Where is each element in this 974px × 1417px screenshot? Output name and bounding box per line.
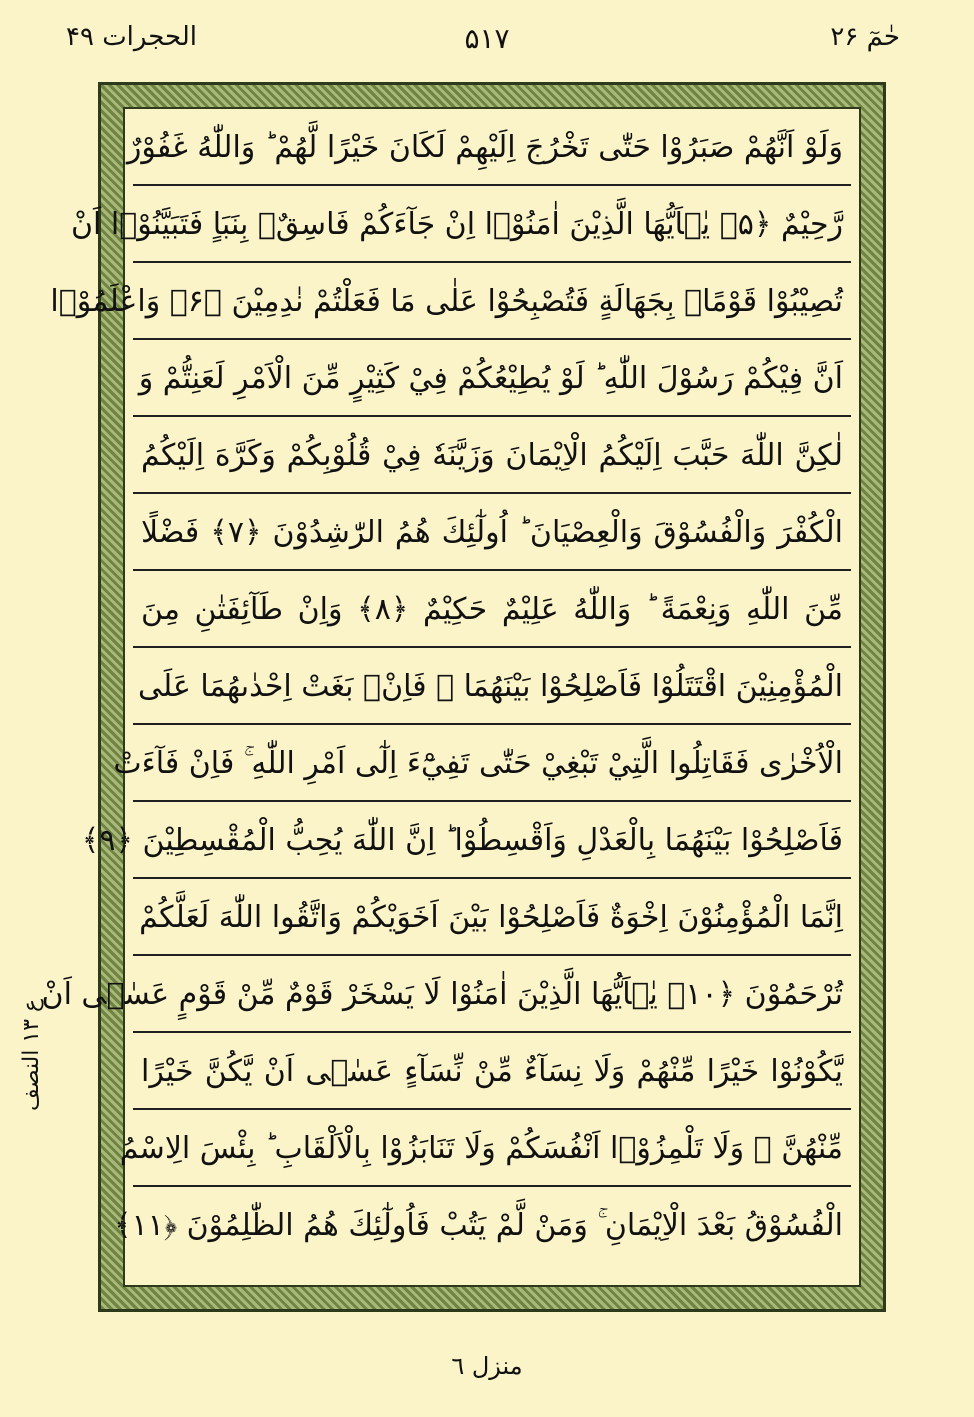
juz-label: حٰمٓ ۲۶ <box>830 22 900 52</box>
ornamental-border <box>41 82 886 1312</box>
text-line: اَنَّ فِيْكُمْ رَسُوْلَ اللّٰهِ ؕ لَوْ يُطِيْعُكُمْ فِيْ كَثِيْرٍ مِّنَ الْاَمْرِ لَعَنِتُّمْ وَ <box>133 340 851 417</box>
text-line: مِّنْهُنَّ ۚ وَلَا تَلْمِزُوْۤا اَنْفُسَكُمْ وَلَا تَنَابَزُوْا بِالْاَلْقَابِ ؕ بِئْسَ الِاسْمُ <box>133 1110 851 1187</box>
text-line: فَاَصْلِحُوْا بَيْنَهُمَا بِالْعَدْلِ وَاَقْسِطُوْا ؕ اِنَّ اللّٰهَ يُحِبُّ الْمُقْسِطِيْنَ ﴿۹﴾ <box>133 802 851 879</box>
text-line: اِنَّمَا الْمُؤْمِنُوْنَ اِخْوَةٌ فَاَصْلِحُوْا بَيْنَ اَخَوَيْكُمْ وَاتَّقُوا اللّٰهَ لَعَلَّكُمْ <box>133 879 851 956</box>
text-line: مِّنَ اللّٰهِ وَنِعْمَةً ؕ وَاللّٰهُ عَلِيْمٌ حَكِيْمٌ ﴿۸﴾ وَاِنْ طَآئِفَتٰنِ مِنَ <box>133 571 851 648</box>
text-area <box>41 107 861 1287</box>
text-line: تُصِيْبُوْا قَوْمًاۢ بِجَهَالَةٍ فَتُصْبِحُوْا عَلٰى مَا فَعَلْتُمْ نٰدِمِيْنَ ﴿۶﴾ وَاعْلَمُوْۤا <box>133 263 851 340</box>
text-line: رَّحِيْمٌ ﴿۵﴾ يٰۤاَيُّهَا الَّذِيْنَ اٰمَنُوْۤا اِنْ جَآءَكُمْ فَاسِقٌۢ بِنَبَاٍ فَتَبَيَّنُوْۤا اَنْ <box>133 186 851 263</box>
text-line: الْفُسُوْقُ بَعْدَ الْاِيْمَانِ ۚ وَمَنْ لَّمْ يَتُبْ فَاُولٰٓئِكَ هُمُ الظّٰلِمُوْنَ ﴿۱۱﴾ <box>114 1208 843 1243</box>
ruku-margin-note: ع ۱۳ النصف <box>19 998 44 1112</box>
text-line: تُرْحَمُوْنَ ﴿۱۰﴾ يٰۤاَيُّهَا الَّذِيْنَ اٰمَنُوْا لَا يَسْخَرْ قَوْمٌ مِّنْ قَوْمٍ عَسٰۤى اَنْ <box>133 956 851 1033</box>
text-line: الْمُؤْمِنِيْنَ اقْتَتَلُوْا فَاَصْلِحُوْا بَيْنَهُمَا ۚ فَاِنْۢ بَغَتْ اِحْدٰىهُمَا عَلَى <box>133 648 851 725</box>
text-line: الْاُخْرٰى فَقَاتِلُوا الَّتِيْ تَبْغِيْ حَتّٰى تَفِيْٓءَ اِلٰٓى اَمْرِ اللّٰهِ ۚ فَاِنْ فَآءَتْ <box>133 725 851 802</box>
page-number: ۵۱۷ <box>464 22 510 55</box>
text-line: يَّكُوْنُوْا خَيْرًا مِّنْهُمْ وَلَا نِسَآءٌ مِّنْ نِّسَآءٍ عَسٰۤى اَنْ يَّكُنَّ خَيْرًا <box>133 1033 851 1110</box>
surah-label: الحجرات ۴۹ <box>66 22 197 52</box>
text-line: لٰكِنَّ اللّٰهَ حَبَّبَ اِلَيْكُمُ الْاِيْمَانَ وَزَيَّنَهٗ فِيْ قُلُوْبِكُمْ وَكَرَّهَ اِلَيْكُمُ <box>133 417 851 494</box>
manzil-label: منزل ٦ <box>451 1352 523 1380</box>
text-line: وَلَوْ اَنَّهُمْ صَبَرُوْا حَتّٰى تَخْرُجَ اِلَيْهِمْ لَكَانَ خَيْرًا لَّهُمْ ؕ وَاللّٰهُ غَفُوْرٌ <box>133 109 851 186</box>
text-line: الْكُفْرَ وَالْفُسُوْقَ وَالْعِصْيَانَ ؕ اُولٰٓئِكَ هُمُ الرّٰشِدُوْنَ ﴿۷﴾ فَضْلًا <box>133 494 851 571</box>
